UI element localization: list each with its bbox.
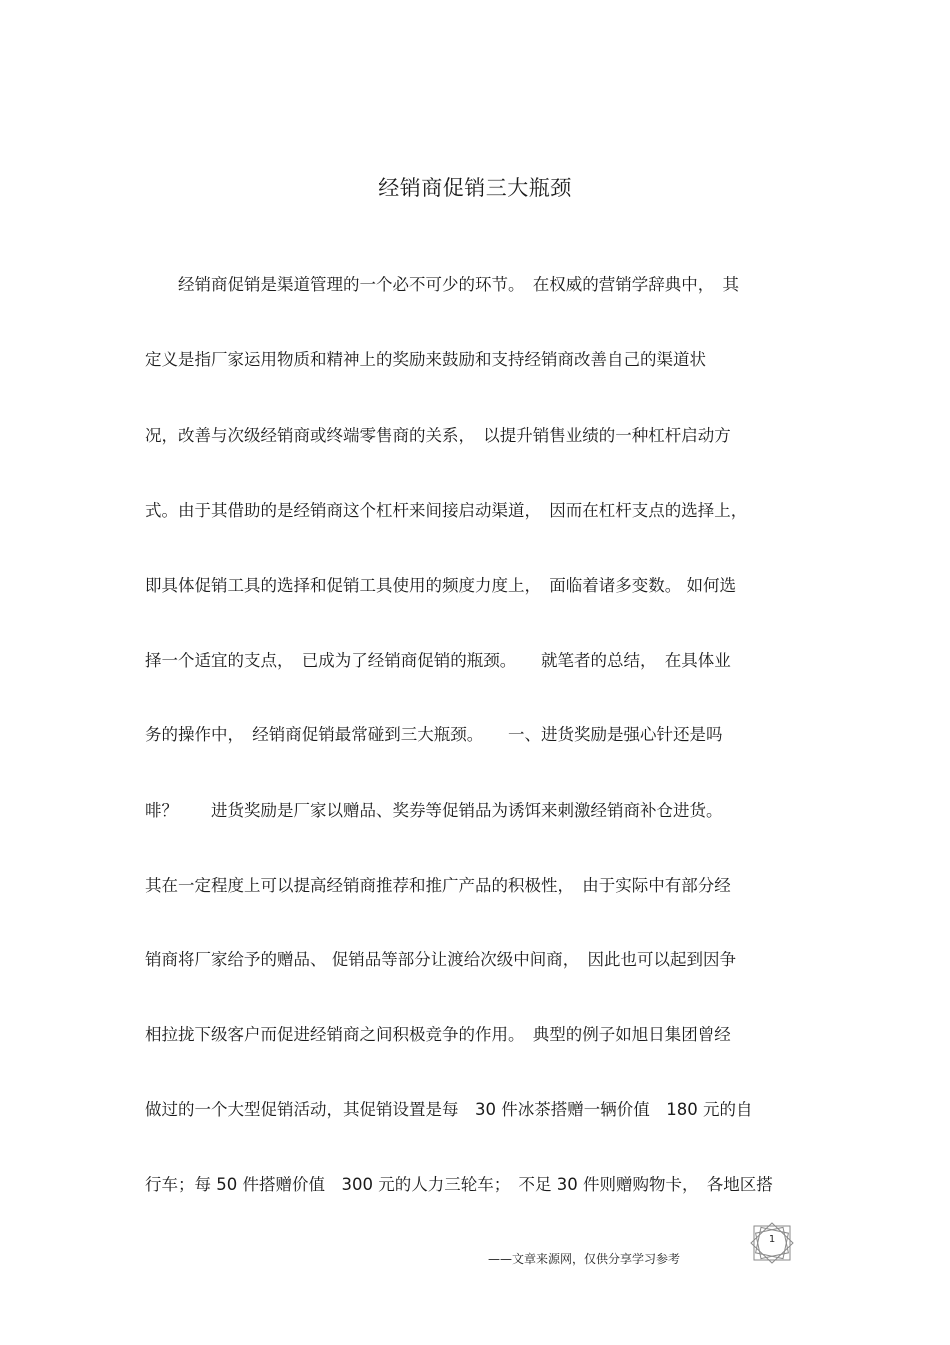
body-line: 经销商促销是渠道管理的一个必不可少的环节。 在权威的营销学辞典中， 其 (145, 275, 739, 294)
body-line: 定义是指厂家运用物质和精神上的奖励来鼓励和支持经销商改善自己的渠道状 (145, 350, 706, 369)
body-line: 务的操作中， 经销商促销最常碰到三大瓶颈。 一、进货奖励是强心针还是吗 (145, 725, 723, 744)
document-title: 经销商促销三大瓶颈 (378, 176, 572, 200)
body-line: 即具体促销工具的选择和促销工具使用的频度力度上， 面临着诸多变数。 如何选 (145, 576, 736, 595)
body-line: 其在一定程度上可以提高经销商推荐和推广产品的积极性， 由于实际中有部分经 (145, 876, 731, 895)
body-line: 择一个适宜的支点， 已成为了经销商促销的瓶颈。 就笔者的总结， 在具体业 (145, 651, 731, 670)
body-line: 相拉拢下级客户而促进经销商之间积极竞争的作用。 典型的例子如旭日集团曾经 (145, 1025, 731, 1044)
body-line: 销商将厂家给予的赠品、 促销品等部分让渡给次级中间商， 因此也可以起到因争 (145, 950, 736, 969)
page-number: 1 (768, 1234, 776, 1245)
body-line: 式。由于其借助的是经销商这个杠杆来间接启动渠道， 因而在杠杆支点的选择上， (145, 501, 748, 520)
body-line: 行车；每 50 件搭赠价值 300 元的人力三轮车； 不足 30 件则赠购物卡， 各地区搭 (145, 1175, 773, 1194)
source-note: ——文章来源网，仅供分享学习参考 (488, 1252, 681, 1266)
body-line: 啡？ 进货奖励是厂家以赠品、奖券等促销品为诱饵来刺激经销商补仓进货。 (145, 801, 723, 820)
body-line: 做过的一个大型促销活动，其促销设置是每 30 件冰茶搭赠一辆价值 180 元的自 (145, 1100, 753, 1119)
body-line: 况，改善与次级经销商或终端零售商的关系， 以提升销售业绩的一种杠杆启动方 (145, 426, 731, 445)
